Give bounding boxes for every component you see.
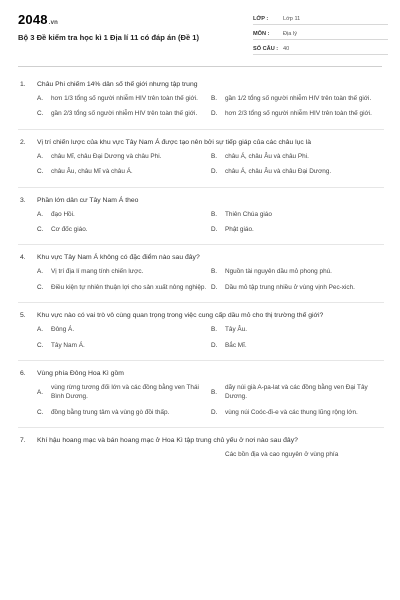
- option-a[interactable]: A. Vị trí địa lí mang tính chiến lược.: [37, 268, 144, 276]
- option-b[interactable]: B. Thiên Chúa giáo: [211, 210, 272, 218]
- question-text: Châu Phi chiếm 14% dân số thế giới nhưng tập trung: [37, 81, 198, 88]
- divider: [18, 187, 384, 188]
- option-c[interactable]: C. Điều kiện tự nhiên thuận lợi cho sản xuất nông nghiệp.: [37, 283, 207, 291]
- question-3: [18, 196, 384, 246]
- question-5: [18, 311, 384, 361]
- site-logo[interactable]: 2048.vn: [18, 12, 59, 27]
- question-number: 3.: [20, 196, 26, 204]
- option-b[interactable]: B. châu Á, châu Âu và châu Phi.: [211, 152, 309, 160]
- option-d[interactable]: D. hơn 2/3 tổng số người nhiễm HIV trên toàn thế giới.: [211, 110, 372, 118]
- divider: [18, 302, 384, 303]
- question-2: [18, 138, 384, 188]
- option-b[interactable]: B. dãy núi già A-pa-lat và các đồng bằng ven Đại Tây Dương.: [211, 384, 368, 401]
- question-text: Khí hậu hoang mạc và bán hoang mạc ở Hoa Kì tập trung chủ yếu ở nơi nào sau đây?: [37, 437, 298, 445]
- question-text: Khu vực Tây Nam Á không có đặc điểm nào sau đây?: [37, 254, 200, 262]
- option-d[interactable]: D. châu Á, châu Âu và châu Đại Dương.: [211, 168, 332, 176]
- option-b[interactable]: B. Tây Âu.: [211, 326, 248, 334]
- option-d[interactable]: D. vùng núi Coóc-đi-e và các thung lũng rộng lớn.: [211, 408, 358, 416]
- option-d[interactable]: D. Bắc Mĩ.: [211, 341, 247, 349]
- question-6: [18, 369, 384, 428]
- option-c[interactable]: C. châu Âu, châu Mĩ và châu Á.: [37, 168, 133, 176]
- meta-subject: MÔN : Địa lý: [253, 28, 388, 40]
- header-divider: [18, 66, 382, 67]
- option-a[interactable]: A. vùng rừng tương đối lớn và các đồng bằng ven Thái Bình Dương.: [37, 384, 199, 401]
- divider: [18, 129, 384, 130]
- option-d[interactable]: D. Dầu mỏ tập trung nhiều ở vùng vịnh Pec-xich.: [211, 283, 355, 291]
- question-text: Vị trí chiến lược của khu vực Tây Nam Á được tạo nên bởi sự tiếp giáp của các châu lục là: [37, 138, 311, 146]
- option-a[interactable]: A. đạo Hồi.: [37, 210, 75, 218]
- divider: [18, 360, 384, 361]
- option-b[interactable]: B. Nguồn tài nguyên dầu mỏ phong phú.: [211, 268, 332, 276]
- meta-class: LỚP : Lớp 11: [253, 13, 388, 25]
- option-b[interactable]: B. gần 1/2 tổng số người nhiễm HIV trên toàn thế giới.: [211, 95, 372, 102]
- option-c[interactable]: C. gần 2/3 tổng số người nhiễm HIV trên toàn thế giới.: [37, 110, 198, 118]
- question-number: 5.: [20, 312, 26, 320]
- question-text: Khu vực nào có vai trò vô cùng quan trọng trong việc cung cấp dầu mỏ cho thị trường thế giới?: [37, 312, 324, 320]
- question-text: Phần lớn dân cư Tây Nam Á theo: [37, 196, 139, 204]
- question-number: 4.: [20, 254, 26, 262]
- option-c[interactable]: C. Cơ đốc giáo.: [37, 226, 88, 234]
- divider: [18, 244, 384, 245]
- document-meta: [253, 13, 388, 58]
- option-a[interactable]: A. Đông Á.: [37, 326, 75, 334]
- page-header: [0, 0, 400, 62]
- question-number: 7.: [20, 437, 26, 445]
- option-c[interactable]: C. đồng bằng trung tâm và vùng gò đồi thấp.: [37, 408, 170, 416]
- question-text: Vùng phía Đông Hoa Kì gồm: [37, 370, 124, 378]
- question-1: [18, 80, 384, 130]
- document-title: Bộ 3 Đề kiểm tra học kì 1 Địa lí 11 có đáp án (Đề 1): [18, 33, 200, 42]
- divider: [18, 427, 384, 428]
- option-c[interactable]: C. Tây Nam Á.: [37, 341, 85, 349]
- option-a[interactable]: A. châu Mĩ, châu Đại Dương và châu Phi.: [37, 152, 162, 160]
- question-4: [18, 253, 384, 303]
- option-a[interactable]: [37, 450, 209, 459]
- option-d[interactable]: D. Phật giáo.: [211, 226, 254, 234]
- meta-question-count: SỐ CÂU : 40: [253, 43, 388, 55]
- question-7: [18, 436, 384, 465]
- question-number: 2.: [20, 138, 26, 146]
- option-b[interactable]: Các bồn địa và cao nguyên ở vùng phía: [225, 451, 339, 459]
- option-a[interactable]: A. hơn 1/3 tổng số người nhiễm HIV trên toàn thế giới.: [37, 95, 198, 102]
- question-list: [18, 80, 384, 466]
- question-number: 6.: [20, 370, 26, 378]
- question-number: 1.: [20, 81, 26, 88]
